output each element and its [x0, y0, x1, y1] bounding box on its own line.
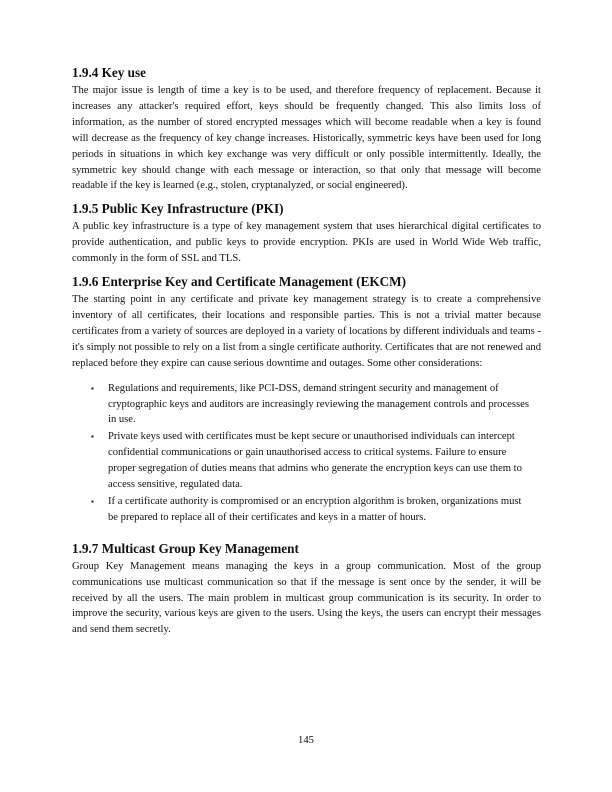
bullet-icon: ▪	[91, 432, 94, 442]
section-ekcm	[72, 273, 541, 526]
list-item-text: If a certificate authority is compromised or an encryption algorithm is broken, organizations must be prepared to replace all of their certificates and keys in a matter of hours.	[108, 495, 522, 523]
section-paragraph: The major issue is length of time a key is to be used, and therefore frequency of replacement. Because it increases any attacker's required effort, keys should be frequently changed. This also limits loss of information, as the number of stored encrypted messages which will become readable when a key is found will decrease as the frequency of key change increases. Historically, symmetric keys have been used for long periods in situations in which key exchange was very difficult or only possible intermittently. Ideally, the symmetric key should change with each message or interaction, so that only that message will become readable if the key is learned (e.g., stolen, cryptanalyzed, or social engineered).	[72, 85, 541, 192]
considerations-list	[72, 381, 541, 526]
list-item-text: Regulations and requirements, like PCI-DSS, demand stringent security and management of cryptographic keys and auditors are increasingly reviewing the management controls and processes in use.	[108, 382, 529, 426]
section-heading: 1.9.5 Public Key Infrastructure (PKI)	[72, 201, 284, 217]
section-heading: 1.9.4 Key use	[72, 65, 146, 80]
list-item	[91, 381, 541, 429]
list-item	[91, 429, 541, 493]
section-paragraph: A public key infrastructure is a type of key management system that uses hierarchical digital certificates to provide authentication, and public keys to provide encryption. PKIs are used in World Wide Web traffic, commonly in the form of SSL and TLS.	[72, 221, 541, 265]
page-content	[72, 64, 541, 644]
section-paragraph: The starting point in any certificate and private key management strategy is to create a comprehensive inventory of all certificates, their locations and responsible parties. This is not a trivial matter because certificates from a variety of sources are deployed in a variety of locations by different individuals and teams - it's simply not possible to rely on a list from a single certificate authority. Certificates that are not renewed and replaced before they expire can cause serious downtime and outages. Some other considerations:	[72, 294, 541, 369]
section-heading: 1.9.7 Multicast Group Key Management	[72, 540, 299, 556]
section-heading: 1.9.6 Enterprise Key and Certificate Management (EKCM)	[72, 274, 407, 290]
bullet-icon: ▪	[91, 496, 94, 506]
section-pki	[72, 200, 541, 267]
bullet-icon: ▪	[91, 383, 94, 393]
list-item-text: Private keys used with certificates must be kept secure or unauthorised individuals can intercept confidential communications or gain unauthorised access to critical systems. Failure to ensure proper segregation of duties means that admins who generate the encryption keys can use them to access sensitive, regulated data.	[108, 431, 522, 491]
section-paragraph: Group Key Management means managing the keys in a group communication. Most of the group communications use multicast communication so that if the message is sent once by the sender, it will be received by all the users. The main problem in multicast group communication is its security. In order to improve the security, various keys are given to the users. Using the keys, the users can encrypt their messages and send them secretly.	[72, 560, 541, 636]
list-item	[91, 494, 541, 526]
page-number: 145	[298, 735, 314, 746]
section-multicast	[72, 540, 541, 639]
section-key-use	[72, 64, 541, 194]
